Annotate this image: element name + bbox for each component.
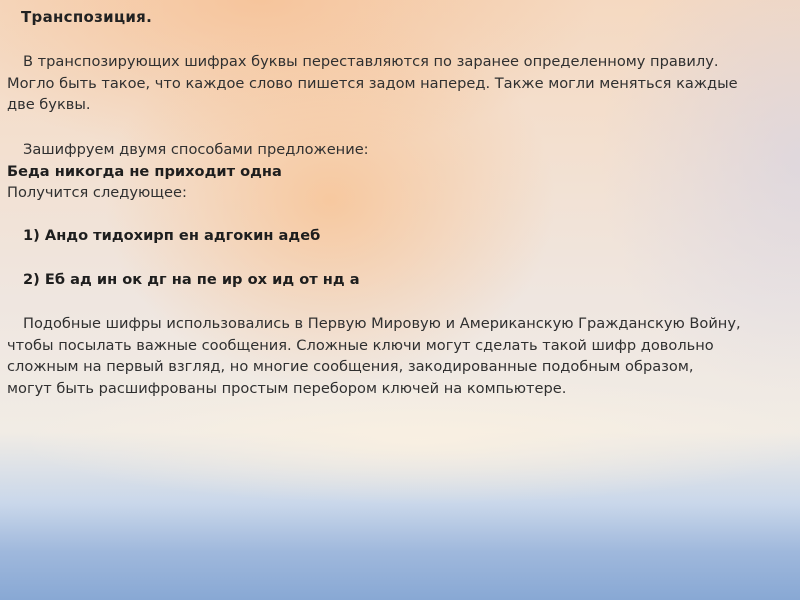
paragraph2-line-3: сложным на первый взгляд, но многие сообщения, закодированные подобным образом, <box>7 358 694 375</box>
result-2-line <box>7 269 797 291</box>
example-intro <box>7 139 797 161</box>
paragraph2-line-2: чтобы посылать важные сообщения. Сложные ключи могут сделать такой шифр довольно <box>7 336 714 354</box>
paragraph1-line-1 <box>7 51 797 73</box>
paragraph2-line-1-text: Подобные шифры использовались в Первую Мировую и Американскую Гражданскую Войну, <box>23 315 741 332</box>
result-1 <box>7 225 797 247</box>
paragraph1-line-2: Могло быть такое, что каждое слово пишется задом наперед. Также могли меняться каждые <box>7 74 738 92</box>
paragraph1-line-1-text: В транспозирующих шифрах буквы переставляются по заранее определенному правилу. <box>23 53 719 70</box>
paragraph-history <box>7 313 797 399</box>
paragraph-transposition-intro <box>7 51 797 116</box>
example-intro-text: Зашифруем двумя способами предложение: <box>23 141 369 158</box>
example-section <box>7 139 797 204</box>
slide-title: Транспозиция. <box>21 8 153 26</box>
result-2-text: 2) Еб ад ин ок дг на пе ир ох ид от нд а <box>23 271 360 288</box>
result-label: Получится следующее: <box>7 184 187 201</box>
paragraph1-line-3: две буквы. <box>7 96 91 113</box>
result-1-text: 1) Андо тидохирп ен адгокин адеб <box>23 227 321 244</box>
paragraph2-line-1 <box>7 313 797 335</box>
result-2 <box>7 269 797 291</box>
result-1-line <box>7 225 797 247</box>
paragraph2-line-4: могут быть расшифрованы простым перебором ключей на компьютере. <box>7 379 567 397</box>
example-sentence: Беда никогда не приходит одна <box>7 162 282 180</box>
